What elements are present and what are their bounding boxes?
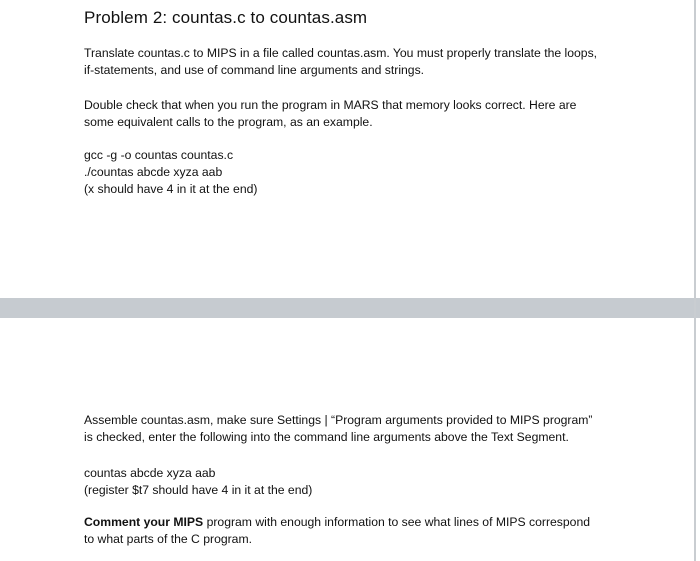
comment-paragraph	[84, 514, 644, 548]
check-paragraph	[84, 97, 644, 131]
intro-line-2: if-statements, and use of command line arguments and strings.	[84, 63, 425, 77]
page-separator	[0, 298, 700, 318]
intro-line-1: Translate countas.c to MIPS in a file called countas.asm. You must properly translate the loops,	[84, 46, 598, 60]
comment-emphasis: Comment your MIPS	[84, 515, 204, 529]
expected-result-note: (x should have 4 in it at the end)	[84, 182, 258, 196]
check-line-2: some equivalent calls to the program, as an example.	[84, 115, 373, 129]
check-line-1: Double check that when you run the program in MARS that memory looks correct. Here are	[84, 98, 577, 112]
document-page-bottom	[0, 318, 690, 561]
assemble-line-1: Assemble countas.asm, make sure Settings | “Program arguments provided to MIPS program”	[84, 413, 593, 427]
problem-title: Problem 2: countas.c to countas.asm	[84, 8, 368, 27]
comment-line-2: to what parts of the C program.	[84, 532, 252, 546]
mips-example-block	[84, 465, 644, 499]
assemble-line-2: is checked, enter the following into the command line arguments above the Text Segment.	[84, 430, 569, 444]
intro-paragraph	[84, 45, 644, 79]
run-command: ./countas abcde xyza aab	[84, 165, 223, 179]
mips-expected-result: (register $t7 should have 4 in it at the end)	[84, 483, 313, 497]
c-example-block	[84, 147, 644, 198]
gcc-command: gcc -g -o countas countas.c	[84, 148, 234, 162]
assemble-paragraph	[84, 412, 644, 446]
comment-line-1-rest: program with enough information to see what lines of MIPS correspond	[203, 515, 591, 529]
mips-arguments: countas abcde xyza aab	[84, 466, 216, 480]
page-edge-divider	[694, 0, 696, 561]
comment-line-1	[84, 514, 644, 531]
